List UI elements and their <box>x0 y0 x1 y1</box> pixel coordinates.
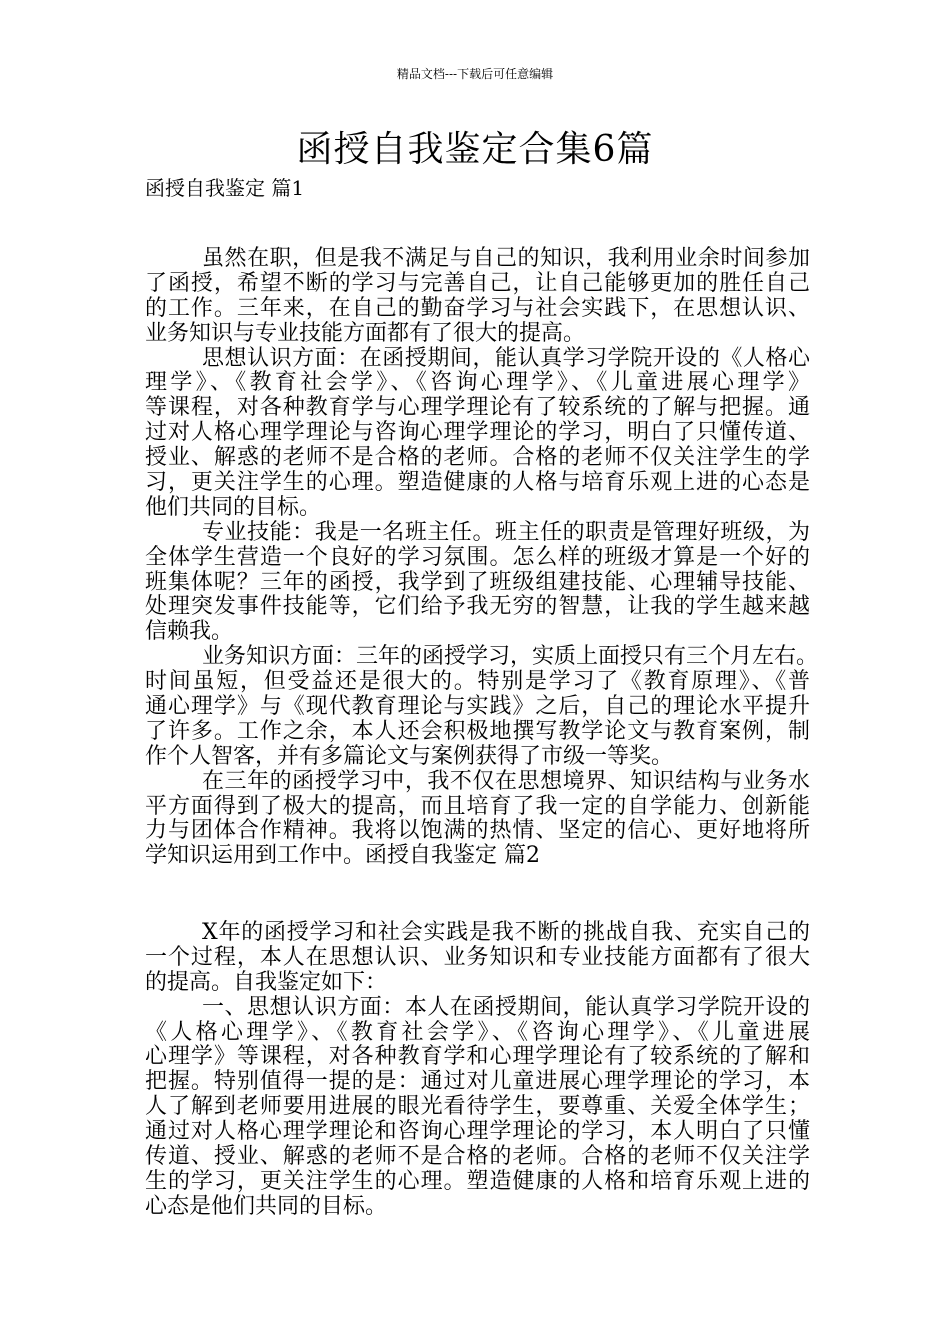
text-line: 通过对人格心理学理论和咨询心理学理论的学习，本人明白了只懂 <box>145 1119 810 1145</box>
text-line: 平方面得到了极大的提高，而且培育了我一定的自学能力、创新能 <box>145 793 810 819</box>
text-line: 把握。特别值得一提的是：通过对儿童进展心理学理论的学习，本 <box>145 1069 810 1095</box>
text-line: 业务知识方面：三年的函授学习，实质上面授只有三个月左右。 <box>202 644 819 670</box>
text-line: 人了解到老师要用进展的眼光看待学生，要尊重、关爱全体学生； <box>145 1094 810 1120</box>
text-line: 习，更关注学生的心理。塑造健康的人格与培育乐观上进的心态是 <box>145 470 810 496</box>
text-line: 时间虽短，但受益还是很大的。特别是学习了《教育原理》、《普 <box>145 669 810 695</box>
text-line: 了函授，希望不断的学习与完善自己，让自己能够更加的胜任自己 <box>145 270 810 296</box>
text-line: 全体学生营造一个良好的学习氛围。怎么样的班级才算是一个好的 <box>145 544 810 570</box>
paragraph <box>145 921 810 996</box>
text-line: 力与团体合作精神。我将以饱满的热情、坚定的信心、更好地将所 <box>145 818 810 844</box>
section-heading: 函授自我鉴定 篇1 <box>145 176 305 200</box>
text-line: 虽然在职，但是我不满足与自己的知识，我利用业余时间参加 <box>202 246 810 271</box>
text-line: 了许多。工作之余，本人还会积极地撰写教学论文与教育案例，制 <box>145 718 810 744</box>
text-line: 的提高。自我鉴定如下： <box>145 969 388 995</box>
text-line: 在三年的函授学习中，我不仅在思想境界、知识结构与业务水 <box>202 768 810 794</box>
text-line: 一个过程，本人在思想认识、业务知识和专业技能方面都有了很大 <box>145 944 810 970</box>
section-2-body <box>145 921 810 1220</box>
paragraph <box>145 770 810 870</box>
text-line: 班集体呢？三年的函授，我学到了班级组建技能、心理辅导技能、 <box>145 569 810 595</box>
section-1-body <box>145 246 819 869</box>
text-line: 业务知识与专业技能方面都有了很大的提高。 <box>145 320 586 346</box>
paragraph <box>145 644 819 769</box>
text-line: 信赖我。 <box>145 619 234 645</box>
text-line: 过对人格心理学理论与咨询心理学理论的学习，明白了只懂传道、 <box>145 420 810 446</box>
text-line: 《人格心理学》、《教育社会学》、《咨询心理学》、《儿童进展 <box>145 1019 810 1045</box>
paragraph <box>145 247 810 347</box>
text-line: 专业技能：我是一名班主任。班主任的职责是管理好班级，为 <box>202 519 810 545</box>
text-line: 生的学习，更关注学生的心理。塑造健康的人格和培育乐观上进的 <box>145 1168 810 1194</box>
text-line: 学知识运用到工作中。函授自我鉴定 篇2 <box>145 843 540 869</box>
text-line: 心理学》等课程，对各种教育学和心理学理论有了较系统的了解和 <box>145 1044 810 1070</box>
text-line: 一、思想认识方面：本人在函授期间，能认真学习学院开设的 <box>202 994 810 1020</box>
text-line: 授业、解惑的老师不是合格的老师。合格的老师不仅关注学生的学 <box>145 445 810 471</box>
document-title: 函授自我鉴定合集6篇 <box>296 129 654 170</box>
text-line: 处理突发事件技能等，它们给予我无穷的智慧，让我的学生越来越 <box>145 594 810 620</box>
text-line: 的工作。三年来，在自己的勤奋学习与社会实践下，在思想认识、 <box>145 295 810 321</box>
text-line: X年的函授学习和社会实践是我不断的挑战自我、充实自己的 <box>202 920 810 945</box>
text-line: 心态是他们共同的目标。 <box>145 1193 388 1219</box>
text-line: 传道、授业、解惑的老师不是合格的老师。合格的老师不仅关注学 <box>145 1144 810 1170</box>
text-line: 等课程，对各种教育学与心理学理论有了较系统的了解与把握。通 <box>145 395 810 421</box>
paragraph <box>145 996 810 1220</box>
paragraph <box>145 347 810 521</box>
text-line: 通心理学》与《现代教育理论与实践》之后，自己的理论水平提升 <box>145 694 810 720</box>
text-line: 他们共同的目标。 <box>145 494 322 520</box>
header-note: 精品文档---下载后可任意编辑 <box>396 67 554 81</box>
paragraph <box>145 521 810 645</box>
text-line: 作个人智客，并有多篇论文与案例获得了市级一等奖。 <box>145 743 674 769</box>
text-line: 思想认识方面：在函授期间，能认真学习学院开设的《人格心 <box>202 345 810 371</box>
text-line: 理学》、《教育社会学》、《咨询心理学》、《儿童进展心理学》 <box>145 370 810 396</box>
